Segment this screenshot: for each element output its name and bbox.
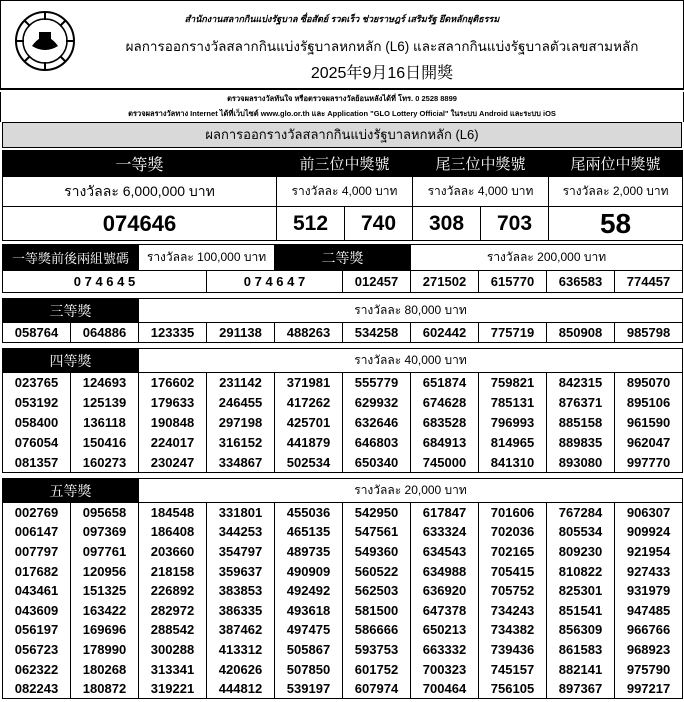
fourth-number: 224017: [139, 433, 207, 453]
fourth-number: 961590: [615, 413, 683, 433]
adjacent-second-table: [2, 244, 683, 293]
fifth-number: 007797: [3, 542, 71, 562]
fifth-number: 705752: [479, 581, 547, 601]
fifth-number: 497475: [275, 620, 343, 640]
fourth-number: 190848: [139, 413, 207, 433]
fifth-number: 897367: [547, 679, 615, 699]
table-row: [3, 561, 683, 581]
fifth-number: 300288: [139, 640, 207, 660]
back2-amount: รางวัลละ 2,000 บาท: [549, 177, 683, 207]
fifth-prize-table: [2, 478, 683, 699]
fourth-number: 889835: [547, 433, 615, 453]
fifth-number: 386335: [207, 600, 275, 620]
first-prize-number: 074646: [3, 207, 277, 241]
fifth-number: 288542: [139, 620, 207, 640]
third-prize-table: [2, 298, 683, 343]
fifth-number: 906307: [615, 503, 683, 523]
fifth-number: 756105: [479, 679, 547, 699]
first-prize-label: 一等獎: [3, 151, 277, 177]
fourth-number: 231142: [207, 373, 275, 393]
fourth-number: 683528: [411, 413, 479, 433]
fourth-number: 997770: [615, 453, 683, 473]
fifth-number: 043609: [3, 600, 71, 620]
fifth-number: 663332: [411, 640, 479, 660]
fifth-number: 636920: [411, 581, 479, 601]
fifth-number: 947485: [615, 600, 683, 620]
fourth-number: 684913: [411, 433, 479, 453]
fifth-number: 002769: [3, 503, 71, 523]
fifth-number: 739436: [479, 640, 547, 660]
fifth-number: 180268: [71, 659, 139, 679]
table-row: [3, 413, 683, 433]
table-row: [3, 600, 683, 620]
fifth-number: 882141: [547, 659, 615, 679]
adjacent-number: 0 7 4 6 4 7: [207, 271, 343, 293]
front3-number: 740: [345, 207, 413, 241]
fourth-number: 650340: [343, 453, 411, 473]
fifth-number: 809230: [547, 542, 615, 562]
second-prize-number: 271502: [411, 271, 479, 293]
fourth-number: 895106: [615, 393, 683, 413]
org-line: สำนักงานสลากกินแบ่งรัฐบาล ซื่อสัตย์ รวดเร็ว ช่วยราษฎร์ เสริมรัฐ ยึดหลักยุติธรรม: [184, 14, 500, 24]
table-row: [3, 659, 683, 679]
check-info-web: ตรวจผลรางวัลทาง Internet ได้ที่เว็บไซต์ www.glo.or.th และ Application "GLO Lottery Official" ในระบบ Android และระบบ iOS: [128, 109, 556, 118]
fifth-number: 734243: [479, 600, 547, 620]
fourth-number: 441879: [275, 433, 343, 453]
fourth-number: 125139: [71, 393, 139, 413]
fifth-number: 492492: [275, 581, 343, 601]
fifth-number: 043461: [3, 581, 71, 601]
fourth-number: 841310: [479, 453, 547, 473]
fifth-number: 560522: [343, 561, 411, 581]
fourth-number: 962047: [615, 433, 683, 453]
fifth-number: 313341: [139, 659, 207, 679]
second-prize-number: 774457: [615, 271, 683, 293]
fifth-number: 562503: [343, 581, 411, 601]
fifth-number: 634988: [411, 561, 479, 581]
fifth-number: 490909: [275, 561, 343, 581]
fifth-number: 856309: [547, 620, 615, 640]
back2-label: 尾兩位中獎號: [549, 151, 683, 177]
fourth-number: 417262: [275, 393, 343, 413]
fifth-number: 169696: [71, 620, 139, 640]
fifth-number: 493618: [275, 600, 343, 620]
fifth-number: 151325: [71, 581, 139, 601]
fourth-number: 246455: [207, 393, 275, 413]
section-title: ผลการออกรางวัลสลากกินแบ่งรัฐบาลหกหลัก (L6): [2, 122, 682, 148]
fifth-number: 650213: [411, 620, 479, 640]
fifth-number: 997217: [615, 679, 683, 699]
fifth-number: 203660: [139, 542, 207, 562]
fifth-prize-label: 五等獎: [3, 479, 139, 503]
fourth-number: 150416: [71, 433, 139, 453]
third-prize-amount: รางวัลละ 80,000 บาท: [139, 299, 683, 323]
fourth-number: 646803: [343, 433, 411, 453]
third-prize-label: 三等獎: [3, 299, 139, 323]
third-prize-number: 488263: [275, 323, 343, 343]
fifth-number: 489735: [275, 542, 343, 562]
fourth-number: 895070: [615, 373, 683, 393]
fourth-number: 885158: [547, 413, 615, 433]
front3-number: 512: [277, 207, 345, 241]
fourth-number: 842315: [547, 373, 615, 393]
fifth-number: 331801: [207, 503, 275, 523]
fourth-number: 876371: [547, 393, 615, 413]
table-row: [3, 640, 683, 660]
fifth-number: 745157: [479, 659, 547, 679]
third-prize-number: 291138: [207, 323, 275, 343]
fourth-prize-label: 四等獎: [3, 349, 139, 373]
draw-date: 2025年9月16日開獎: [310, 65, 454, 82]
fifth-number: 593753: [343, 640, 411, 660]
fourth-number: 053192: [3, 393, 71, 413]
fifth-number: 282972: [139, 600, 207, 620]
fourth-number: 160273: [71, 453, 139, 473]
fifth-number: 319221: [139, 679, 207, 699]
third-prize-number: 058764: [3, 323, 71, 343]
fifth-number: 805534: [547, 522, 615, 542]
fifth-number: 547561: [343, 522, 411, 542]
fifth-number: 734382: [479, 620, 547, 640]
document-title: ผลการออกรางวัลสลากกินแบ่งรัฐบาลหกหลัก (L6) และสลากกินแบ่งรัฐบาลตัวเลขสามหลัก: [125, 39, 639, 54]
fifth-number: 549360: [343, 542, 411, 562]
second-prize-number: 615770: [479, 271, 547, 293]
table-row: [3, 679, 683, 699]
fourth-number: 502534: [275, 453, 343, 473]
fifth-number: 097761: [71, 542, 139, 562]
fourth-number: 425701: [275, 413, 343, 433]
third-prize-number: 985798: [615, 323, 683, 343]
fifth-number: 702165: [479, 542, 547, 562]
fifth-number: 354797: [207, 542, 275, 562]
back2-number: 58: [549, 207, 683, 241]
adjacent-amount: รางวัลละ 100,000 บาท: [139, 245, 275, 271]
table-row: [3, 522, 683, 542]
fourth-prize-numbers: [3, 373, 683, 473]
fifth-number: 444812: [207, 679, 275, 699]
fourth-prize-table: [2, 348, 683, 473]
fourth-number: 759821: [479, 373, 547, 393]
top-prizes-table: [2, 150, 683, 241]
fifth-number: 186408: [139, 522, 207, 542]
fourth-number: 076054: [3, 433, 71, 453]
fifth-number: 767284: [547, 503, 615, 523]
fifth-number: 542950: [343, 503, 411, 523]
fifth-number: 120956: [71, 561, 139, 581]
fifth-number: 968923: [615, 640, 683, 660]
second-prize-number: 012457: [343, 271, 411, 293]
fourth-number: 297198: [207, 413, 275, 433]
fifth-number: 861583: [547, 640, 615, 660]
fifth-number: 465135: [275, 522, 343, 542]
table-row: [3, 581, 683, 601]
fifth-number: 505867: [275, 640, 343, 660]
adjacent-number: 0 7 4 6 4 5: [3, 271, 207, 293]
fifth-number: 507850: [275, 659, 343, 679]
fifth-number: 607974: [343, 679, 411, 699]
fifth-number: 634543: [411, 542, 479, 562]
third-prize-number: 602442: [411, 323, 479, 343]
fourth-number: 371981: [275, 373, 343, 393]
fourth-number: 023765: [3, 373, 71, 393]
table-row: [3, 503, 683, 523]
fourth-prize-amount: รางวัลละ 40,000 บาท: [139, 349, 683, 373]
fifth-number: 056197: [3, 620, 71, 640]
fifth-number: 383853: [207, 581, 275, 601]
fourth-number: 632646: [343, 413, 411, 433]
fourth-number: 334867: [207, 453, 275, 473]
fifth-number: 163422: [71, 600, 139, 620]
third-prize-number: 850908: [547, 323, 615, 343]
table-row: [3, 453, 683, 473]
fifth-number: 966766: [615, 620, 683, 640]
fifth-number: 921954: [615, 542, 683, 562]
fourth-number: 179633: [139, 393, 207, 413]
fifth-number: 927433: [615, 561, 683, 581]
fifth-number: 178990: [71, 640, 139, 660]
fifth-number: 344253: [207, 522, 275, 542]
fifth-number: 006147: [3, 522, 71, 542]
third-prize-number: 123335: [139, 323, 207, 343]
table-row: [3, 393, 683, 413]
fifth-number: 413312: [207, 640, 275, 660]
fourth-number: 674628: [411, 393, 479, 413]
fifth-number: 633324: [411, 522, 479, 542]
fifth-number: 581500: [343, 600, 411, 620]
fourth-number: 629932: [343, 393, 411, 413]
fifth-prize-amount: รางวัลละ 20,000 บาท: [139, 479, 683, 503]
fifth-number: 601752: [343, 659, 411, 679]
second-prize-amount: รางวัลละ 200,000 บาท: [411, 245, 683, 271]
back3-number: 308: [413, 207, 481, 241]
fourth-number: 081357: [3, 453, 71, 473]
table-row: [3, 542, 683, 562]
fifth-number: 539197: [275, 679, 343, 699]
fourth-number: 124693: [71, 373, 139, 393]
fifth-number: 975790: [615, 659, 683, 679]
check-info-phone: ตรวจผลรางวัลทันใจ หรือตรวจผลรางวัลย้อนหลังได้ที่ โทร. 0 2528 8899: [227, 94, 457, 103]
fourth-number: 814965: [479, 433, 547, 453]
back3-label: 尾三位中獎號: [413, 151, 549, 177]
fourth-number: 230247: [139, 453, 207, 473]
fifth-number: 810822: [547, 561, 615, 581]
fifth-prize-numbers: [3, 503, 683, 699]
fifth-number: 700464: [411, 679, 479, 699]
fifth-number: 617847: [411, 503, 479, 523]
fifth-number: 062322: [3, 659, 71, 679]
fourth-number: 176602: [139, 373, 207, 393]
fourth-number: 651874: [411, 373, 479, 393]
fifth-number: 097369: [71, 522, 139, 542]
fifth-number: 702036: [479, 522, 547, 542]
fifth-number: 056723: [3, 640, 71, 660]
back3-number: 703: [481, 207, 549, 241]
table-row: [3, 373, 683, 393]
first-prize-amount: รางวัลละ 6,000,000 บาท: [3, 177, 277, 207]
fifth-number: 700323: [411, 659, 479, 679]
fifth-number: 851541: [547, 600, 615, 620]
fifth-number: 359637: [207, 561, 275, 581]
fifth-number: 705415: [479, 561, 547, 581]
fifth-number: 586666: [343, 620, 411, 640]
third-prize-number: 775719: [479, 323, 547, 343]
fourth-number: 893080: [547, 453, 615, 473]
third-prize-number: 064886: [71, 323, 139, 343]
second-prize-number: 636583: [547, 271, 615, 293]
fourth-number: 745000: [411, 453, 479, 473]
fifth-number: 218158: [139, 561, 207, 581]
adjacent-label: 一等獎前後兩組號碼: [3, 245, 139, 271]
fifth-number: 701606: [479, 503, 547, 523]
front3-label: 前三位中獎號: [277, 151, 413, 177]
fifth-number: 931979: [615, 581, 683, 601]
fifth-number: 226892: [139, 581, 207, 601]
fourth-number: 555779: [343, 373, 411, 393]
fourth-number: 136118: [71, 413, 139, 433]
fourth-number: 058400: [3, 413, 71, 433]
table-row: [3, 323, 683, 343]
fifth-number: 909924: [615, 522, 683, 542]
table-row: [3, 620, 683, 640]
fifth-number: 420626: [207, 659, 275, 679]
fifth-number: 082243: [3, 679, 71, 699]
second-prize-label: 二等獎: [275, 245, 411, 271]
fourth-number: 785131: [479, 393, 547, 413]
fifth-number: 825301: [547, 581, 615, 601]
fifth-number: 017682: [3, 561, 71, 581]
fourth-number: 316152: [207, 433, 275, 453]
fifth-number: 180872: [71, 679, 139, 699]
fifth-number: 455036: [275, 503, 343, 523]
fourth-number: 796993: [479, 413, 547, 433]
header-divider: [0, 88, 684, 90]
table-row: [3, 433, 683, 453]
fifth-number: 095658: [71, 503, 139, 523]
fifth-number: 387462: [207, 620, 275, 640]
back3-amount: รางวัลละ 4,000 บาท: [413, 177, 549, 207]
fifth-number: 184548: [139, 503, 207, 523]
fifth-number: 647378: [411, 600, 479, 620]
front3-amount: รางวัลละ 4,000 บาท: [277, 177, 413, 207]
third-prize-number: 534258: [343, 323, 411, 343]
